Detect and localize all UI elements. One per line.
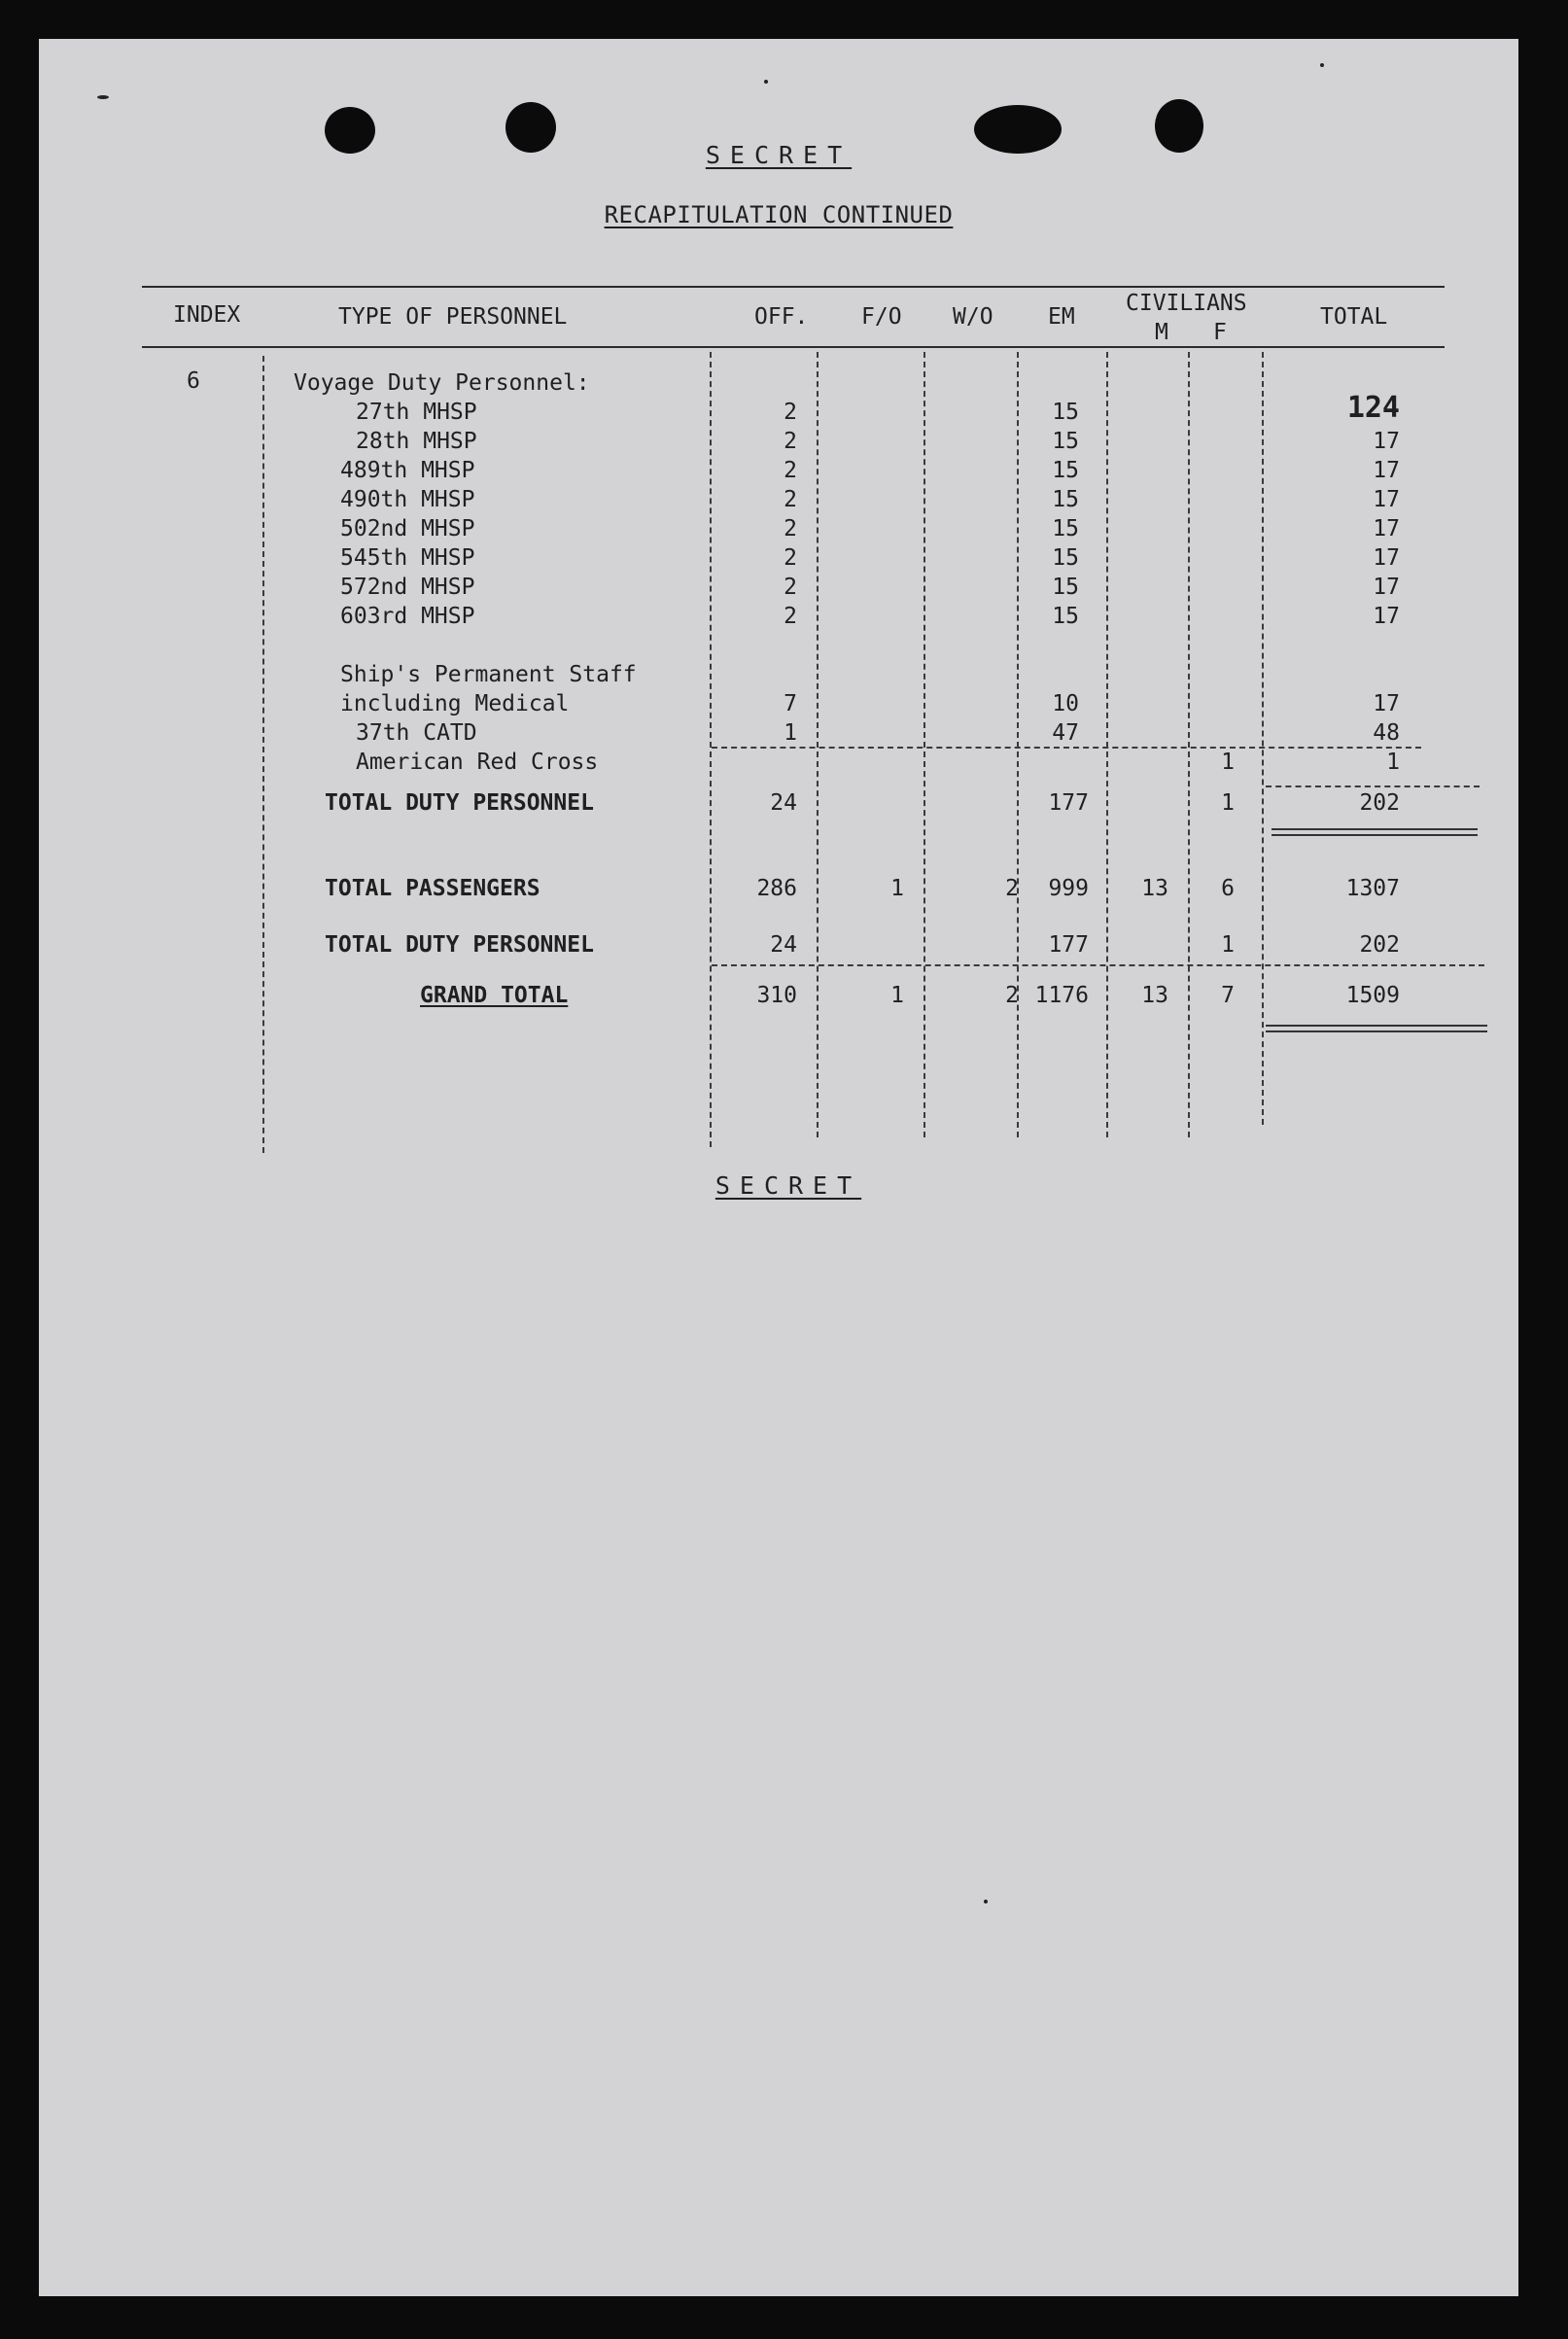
row-label: 28th MHSP (356, 429, 477, 454)
row-em: 15 (1052, 429, 1079, 454)
row-label: 603rd MHSP (340, 604, 475, 629)
row-em: 15 (1052, 575, 1079, 600)
row-off: 2 (784, 400, 797, 425)
table-header-rule (142, 346, 1445, 348)
column-divider (262, 356, 264, 1153)
column-divider (923, 352, 925, 1137)
col-civ-m: M (1155, 320, 1168, 345)
total-passengers-civ-m: 13 (1141, 876, 1168, 901)
subheading: RECAPITULATION CONTINUED (604, 201, 954, 228)
total-passengers-civ-f: 6 (1221, 876, 1235, 901)
document-page (39, 39, 1518, 2296)
speck (984, 1900, 988, 1903)
subtotal-rule (712, 747, 1421, 749)
total-duty-total: 202 (1359, 790, 1400, 816)
speck (1320, 63, 1324, 67)
row-label: 489th MHSP (340, 458, 475, 483)
row-total: 48 (1373, 720, 1400, 746)
table-top-rule (142, 286, 1445, 288)
total-duty-2-off: 24 (770, 932, 797, 958)
total-duty-2-civ-f: 1 (1221, 932, 1235, 958)
grand-total-total: 1509 (1345, 983, 1400, 1008)
column-divider (817, 352, 819, 1137)
speck (764, 80, 768, 84)
row-off: 2 (784, 604, 797, 629)
total-duty-2-label: TOTAL DUTY PERSONNEL (325, 932, 594, 958)
row-total: 124 (1346, 391, 1400, 425)
col-total: TOTAL (1320, 304, 1388, 330)
row-em: 15 (1052, 604, 1079, 629)
speck (97, 95, 109, 99)
row-label: 37th CATD (356, 720, 477, 746)
row-civ-f: 1 (1221, 750, 1235, 775)
row-off: 2 (784, 487, 797, 512)
double-underline (1272, 828, 1478, 836)
col-civilians: CIVILIANS (1126, 291, 1247, 316)
column-divider (710, 352, 712, 1147)
total-duty-2-total: 202 (1359, 932, 1400, 958)
row-em: 47 (1052, 720, 1079, 746)
row-em: 15 (1052, 487, 1079, 512)
row-total: 17 (1373, 691, 1400, 716)
section-label: Voyage Duty Personnel: (294, 370, 590, 396)
row-em: 10 (1052, 691, 1079, 716)
total-duty-2-em: 177 (1048, 932, 1089, 958)
row-label: 490th MHSP (340, 487, 475, 512)
grand-total-civ-m: 13 (1141, 983, 1168, 1008)
row-off: 2 (784, 516, 797, 541)
col-off: OFF. (754, 304, 809, 330)
row-off: 2 (784, 429, 797, 454)
row-em: 15 (1052, 545, 1079, 571)
row-total: 1 (1386, 750, 1400, 775)
total-passengers-wo: 2 (1005, 876, 1019, 901)
total-passengers-total: 1307 (1345, 876, 1400, 901)
row-label: 572nd MHSP (340, 575, 475, 600)
row-total: 17 (1373, 575, 1400, 600)
row-off: 2 (784, 458, 797, 483)
col-em: EM (1048, 304, 1075, 330)
col-type: TYPE OF PERSONNEL (338, 304, 568, 330)
section-index: 6 (187, 368, 200, 394)
total-duty-em: 177 (1048, 790, 1089, 816)
grand-total-fo: 1 (890, 983, 904, 1008)
footer-classification: SECRET (714, 1171, 862, 1200)
column-divider (1188, 352, 1190, 1137)
total-duty-off: 24 (770, 790, 797, 816)
col-fo: F/O (861, 304, 902, 330)
row-off: 2 (784, 545, 797, 571)
column-divider (1017, 352, 1019, 1137)
column-divider (1106, 352, 1108, 1137)
total-passengers-em: 999 (1048, 876, 1089, 901)
row-total: 17 (1373, 545, 1400, 571)
row-label: Ship's Permanent Staff (340, 662, 637, 687)
total-duty-civ-f: 1 (1221, 790, 1235, 816)
row-em: 15 (1052, 400, 1079, 425)
total-passengers-fo: 1 (890, 876, 904, 901)
double-underline (1266, 1025, 1487, 1032)
row-off: 7 (784, 691, 797, 716)
grand-total-em: 1176 (1034, 983, 1089, 1008)
row-total: 17 (1373, 604, 1400, 629)
total-passengers-off: 286 (756, 876, 797, 901)
heading: SECRET (705, 141, 853, 169)
grand-total-label: GRAND TOTAL (420, 983, 569, 1008)
row-label: including Medical (340, 691, 570, 716)
grand-total-off: 310 (756, 983, 797, 1008)
row-total: 17 (1373, 487, 1400, 512)
row-off: 1 (784, 720, 797, 746)
subtotal-rule (1266, 785, 1480, 787)
row-off: 2 (784, 575, 797, 600)
row-em: 15 (1052, 458, 1079, 483)
row-label: American Red Cross (356, 750, 599, 775)
total-passengers-label: TOTAL PASSENGERS (325, 876, 540, 901)
grand-total-rule (712, 964, 1484, 966)
total-duty-label: TOTAL DUTY PERSONNEL (325, 790, 594, 816)
row-total: 17 (1373, 458, 1400, 483)
grand-total-civ-f: 7 (1221, 983, 1235, 1008)
row-label: 545th MHSP (340, 545, 475, 571)
row-total: 17 (1373, 516, 1400, 541)
row-total: 17 (1373, 429, 1400, 454)
col-index: INDEX (173, 302, 241, 328)
row-label: 27th MHSP (356, 400, 477, 425)
row-label: 502nd MHSP (340, 516, 475, 541)
col-civ-f: F (1213, 320, 1227, 345)
col-wo: W/O (953, 304, 993, 330)
column-divider (1262, 352, 1264, 1125)
grand-total-wo: 2 (1005, 983, 1019, 1008)
row-em: 15 (1052, 516, 1079, 541)
